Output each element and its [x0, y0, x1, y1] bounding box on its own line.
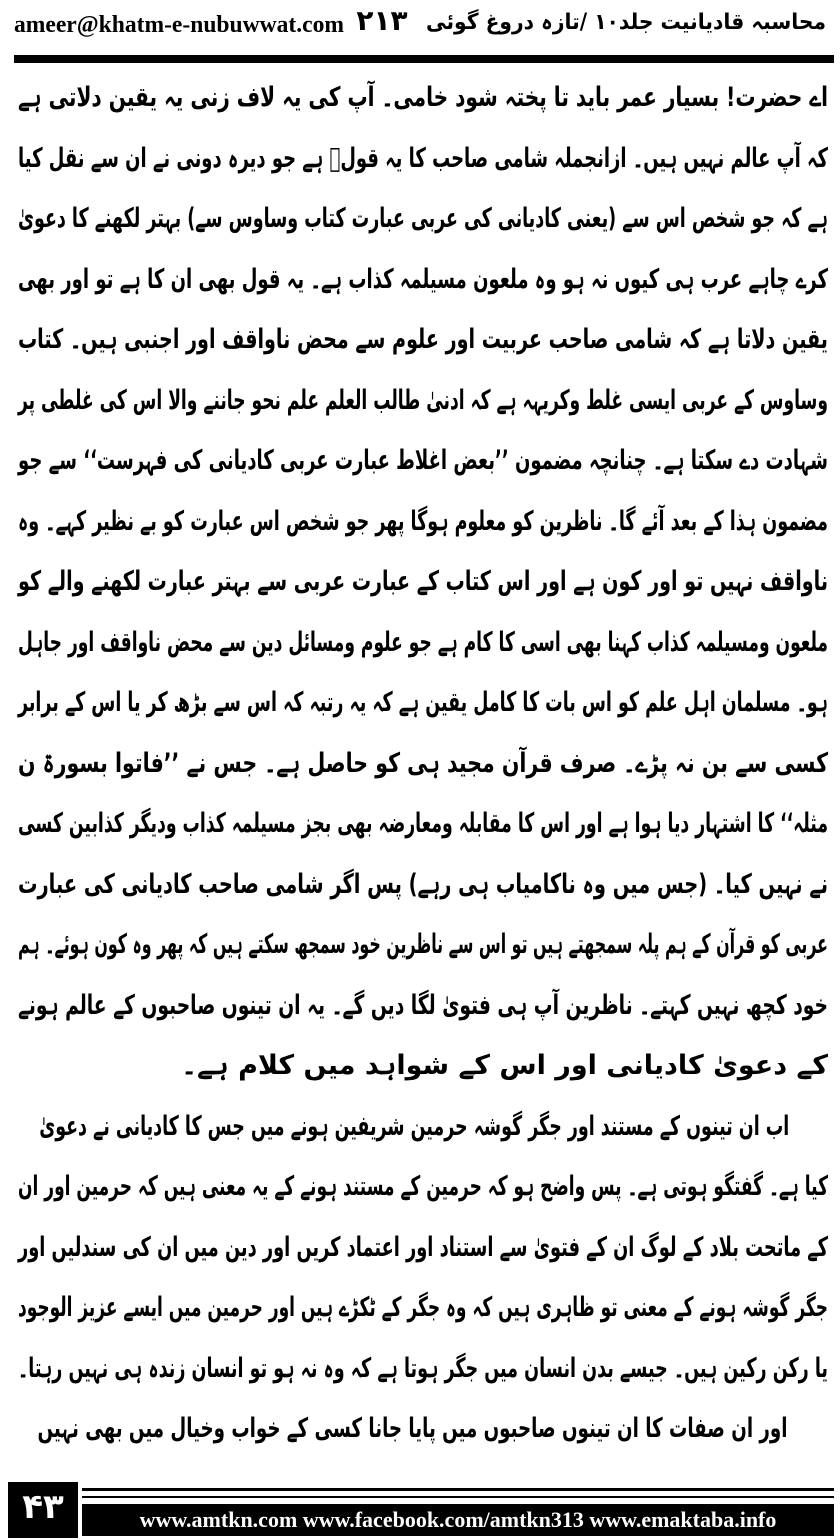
- text-line: جگر گوشہ ہونے کے معنی تو ظاہری ہیں کہ وہ جگر کے ٹکڑے ہیں اور حرمین میں ایسے عزیز الوجود: [18, 1292, 828, 1323]
- text-line: وساوس کے عربی ایسی غلط وکریہہ ہے کہ ادنیٰ طالب العلم علم نحو جاننے والا اس کی غلطی پر: [17, 384, 828, 416]
- page-header: [0, 0, 840, 66]
- footer-rule: [82, 1488, 834, 1491]
- text-line: نے نہیں کیا۔ (جس میں وہ ناکامیاب ہی رہے) پس اگر شامی صاحب کادیانی کی عبارت: [17, 868, 828, 900]
- text-line: یا رکن رکین ہیں۔ جیسے بدن انسان میں جگر ہوتا ہے کہ وہ نہ ہو تو انسان زندہ ہی نہیں رہتا۔: [18, 1352, 828, 1384]
- footer-rule: [82, 1496, 834, 1498]
- text-line: کیا ہے۔ گفتگو ہوتی ہے۔ پس واضح ہو کہ حرمین کے مستند ہونے کے یہ معنی ہیں کہ حرمین اور ان: [18, 1171, 828, 1202]
- footer-links: www.amtkn.com www.facebook.com/amtkn313 www.emaktaba.info: [82, 1504, 834, 1536]
- header-page-number: ۲۱۳: [356, 4, 408, 37]
- text-line: اے حضرت! بسیار عمر باید تا پختہ شود خامی۔ آپ کی یہ لاف زنی یہ یقین دلاتی ہے: [18, 82, 828, 113]
- text-line: شہادت دے سکتا ہے۔ چنانچہ مضمون ’’بعض اغلاط عبارت عربی کادیانی کی فہرست‘‘ سے جو: [18, 445, 828, 476]
- paragraph-start-line: اب ان تینوں کے مستند اور جگر گوشہ حرمین شریفین ہونے میں جس کا کادیانی نے دعویٰ: [39, 1110, 790, 1142]
- text-line: ہو۔ مسلمان اہل علم کو اس بات کا کامل یقین ہے کہ یہ رتبہ کہ اس سے بڑھ کر یا اس کے برابر: [18, 687, 828, 718]
- page-body-text: [18, 72, 828, 1464]
- text-line: کے دعویٰ کادیانی اور اس کے شواہد میں کلام ہے۔: [181, 1050, 828, 1081]
- text-line: خود کچھ نہیں کہتے۔ ناظرین آپ ہی فتویٰ لگا دیں گے۔ یہ ان تینوں صاحبوں کے عالم ہونے: [17, 989, 828, 1021]
- text-line: یقین دلاتا ہے کہ شامی صاحب عربیت اور علوم سے محض ناواقف اور اجنبی ہیں۔ کتاب: [17, 324, 828, 355]
- text-line: مضمون ہذا کے بعد آئے گا۔ ناظرین کو معلوم ہوگا پھر جو شخص اس عبارت کو بے نظیر کہے۔ وہ: [17, 505, 828, 537]
- header-email: ameer@khatm-e-nubuwwat.com: [14, 12, 344, 38]
- text-line: ہے کہ جو شخص اس سے (یعنی کادیانی کی عربی عبارت کتاب وساوس سے) بہتر لکھنے کا دعویٰ: [18, 203, 828, 234]
- text-line: کہ آپ عالم نہیں ہیں۔ ازانجملہ شامی صاحب کا یہ قولؒ ہے جو دیرہ دونی نے ان سے نقل کیا: [18, 142, 829, 174]
- text-line: کرے چاہے عرب ہی کیوں نہ ہو وہ ملعون مسیلمہ کذاب ہے۔ یہ قول بھی ان کا ہے تو اور بھی: [18, 263, 828, 295]
- text-line: اور ان صفات کا ان تینوں صاحبوں میں پایا جانا کسی کے خواب وخیال میں بھی نہیں: [37, 1413, 788, 1444]
- text-line: کسی سے بن نہ پڑے۔ صرف قرآن مجید ہی کو حاصل ہے۔ جس نے ’’فاتوا بسورۃ ن: [17, 747, 829, 779]
- text-line: عربی کو قرآن کے ہم پلہ سمجھتے ہیں تو اس سے ناظرین خود سمجھ سکتے ہیں کہ پھر وہ کون ہوئے۔ ہم: [18, 929, 828, 960]
- text-line: ناواقف نہیں تو اور کون ہے اور اس کتاب کے عبارت عربی سے بہتر عبارت لکھنے والے کو: [18, 566, 828, 597]
- text-line: مثلہ‘‘ کا اشتہار دیا ہوا ہے اور اس کا مقابلہ ومعارضہ بھی بجز مسیلمہ کذاب ودیگر کذابین کسی: [17, 808, 828, 839]
- page-footer: [0, 1482, 840, 1540]
- text-line: ملعون ومسیلمہ کذاب کہنا بھی اسی کا کام ہے جو علوم ومسائل دین سے محض ناواقف اور جاہل: [18, 626, 828, 658]
- footer-page-number: ۴۳: [8, 1482, 78, 1538]
- text-line: کے ماتحت بلاد کے لوگ ان کے فتویٰ سے استناد اور اعتماد کریں اور دین میں ان کی سندلیں اور: [17, 1231, 828, 1263]
- header-rule: [14, 55, 834, 63]
- header-book-title: محاسبہ قادیانیت جلد۱۰ /تازہ دروغ گوئی: [425, 10, 826, 35]
